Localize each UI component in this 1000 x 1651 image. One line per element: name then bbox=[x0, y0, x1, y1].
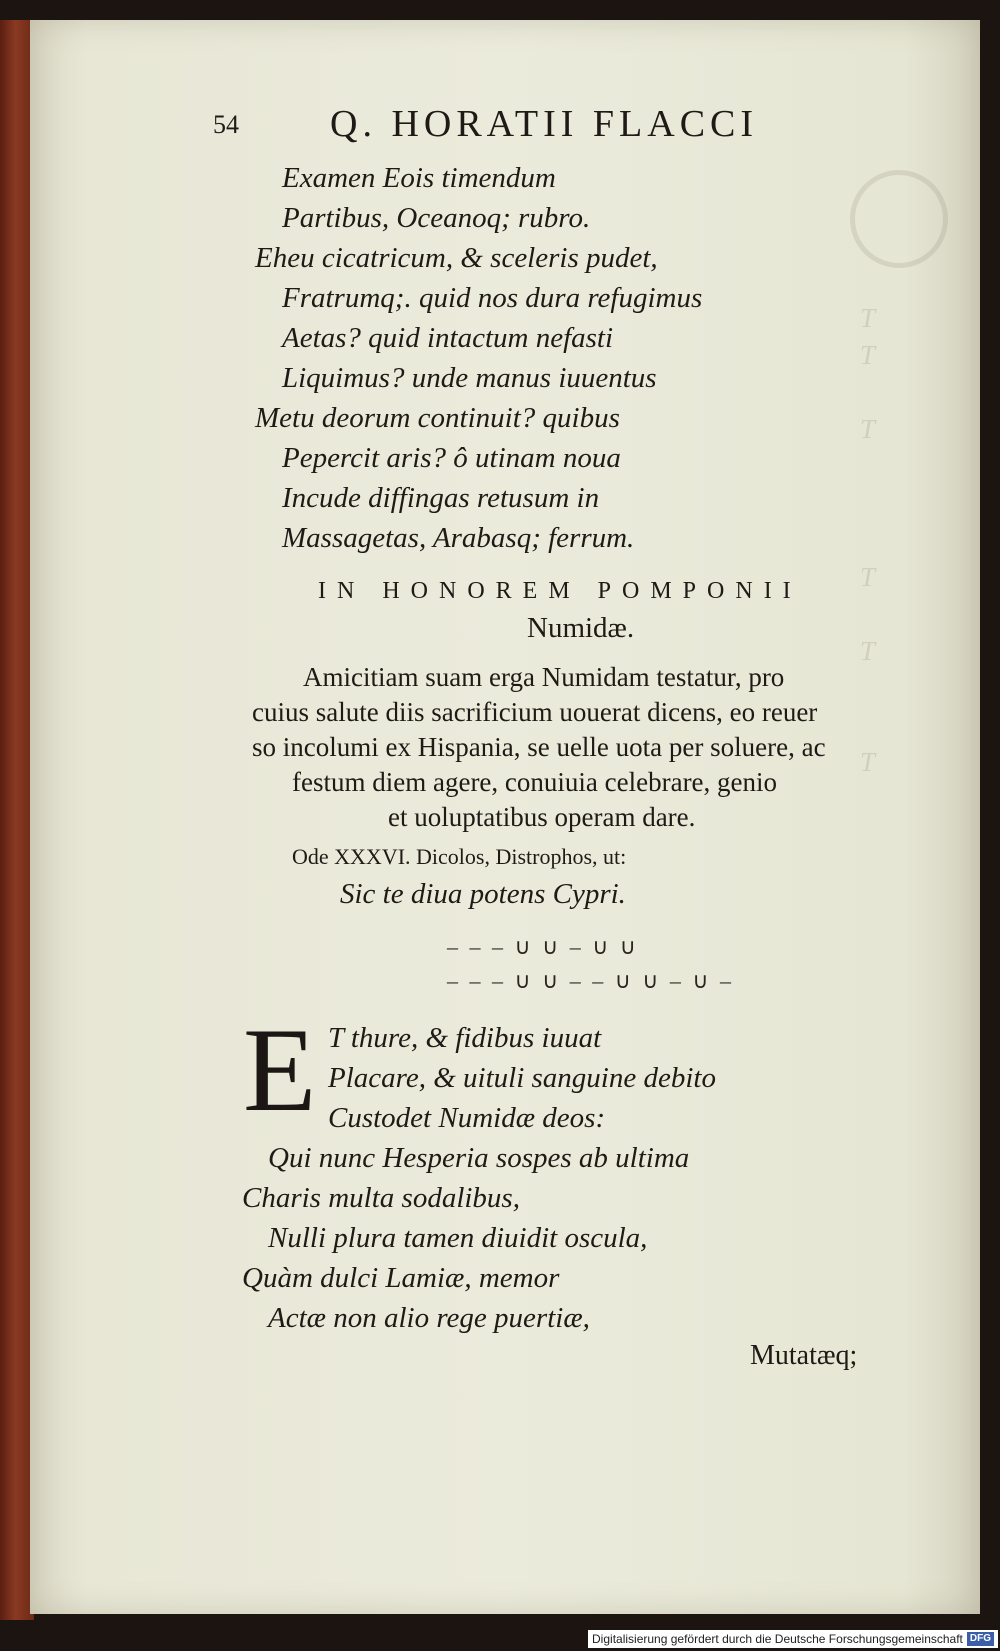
verse-line: Metu deorum continuit? quibus bbox=[255, 402, 620, 434]
argument-line: cuius salute diis sacrificium uouerat dicens, eo reuer bbox=[252, 697, 818, 727]
ode-incipit: Sic te diua potens Cypri. bbox=[340, 878, 626, 910]
digitization-credit bbox=[588, 1630, 998, 1648]
meter-scheme: – – – ∪ ∪ – – ∪ ∪ – ∪ – bbox=[447, 968, 735, 993]
argument-line: so incolumi ex Hispania, se uelle uota per soluere, ac bbox=[252, 732, 826, 762]
ode-number-label: Ode XXXVI. Dicolos, Distrophos, ut: bbox=[292, 844, 627, 869]
meter-scheme: – – – ∪ ∪ – ∪ ∪ bbox=[447, 934, 639, 959]
bleed-through-initial bbox=[850, 170, 948, 268]
verse-line: Incude diffingas retusum in bbox=[282, 482, 600, 514]
verse-line: Nulli plura tamen diuidit oscula, bbox=[268, 1222, 648, 1254]
ode-heading-subline: Numidæ. bbox=[527, 612, 635, 644]
book-cover-edge bbox=[0, 20, 34, 1620]
verse-line: Aetas? quid intactum nefasti bbox=[282, 322, 614, 354]
dfg-logo: DFG bbox=[967, 1632, 994, 1646]
drop-cap-initial: E bbox=[243, 1003, 317, 1136]
argument-line: festum diem agere, conuiuia celebrare, genio bbox=[292, 767, 778, 797]
verse-line: Charis multa sodalibus, bbox=[242, 1182, 520, 1214]
catchword: Mutatæq; bbox=[750, 1340, 858, 1371]
digitization-note: Digitalisierung gefördert durch die Deutsche Forschungsgemeinschaft bbox=[592, 1632, 963, 1646]
bleed-through-text: T T T T T T bbox=[860, 303, 876, 777]
verse-line: Actæ non alio rege puertiæ, bbox=[268, 1302, 590, 1334]
argument-line: Amicitiam suam erga Numidam testatur, pro bbox=[303, 662, 785, 692]
verse-line: Quàm dulci Lamiæ, memor bbox=[242, 1262, 560, 1294]
verse-line: Examen Eois timendum bbox=[282, 162, 556, 194]
verse-line: Custodet Numidæ deos: bbox=[328, 1102, 606, 1134]
verse-line: Pepercit aris? ô utinam noua bbox=[282, 442, 621, 474]
verse-line: Placare, & uituli sanguine debito bbox=[328, 1062, 716, 1094]
ode-heading: IN HONOREM POMPONII bbox=[318, 578, 802, 604]
running-head: Q. HORATII FLACCI bbox=[330, 103, 759, 145]
verse-line: Eheu cicatricum, & sceleris pudet, bbox=[255, 242, 658, 274]
page-number: 54 bbox=[213, 110, 239, 139]
verse-line: Partibus, Oceanoq; rubro. bbox=[282, 202, 591, 234]
verse-line: Liquimus? unde manus iuuentus bbox=[282, 362, 657, 394]
verse-line: Massagetas, Arabasq; ferrum. bbox=[282, 522, 635, 554]
verse-line: Qui nunc Hesperia sospes ab ultima bbox=[268, 1142, 690, 1174]
verse-line: T thure, & fidibus iuuat bbox=[328, 1022, 602, 1054]
verse-line: Fratrumq;. quid nos dura refugimus bbox=[282, 282, 703, 314]
argument-line: et uoluptatibus operam dare. bbox=[388, 802, 696, 832]
